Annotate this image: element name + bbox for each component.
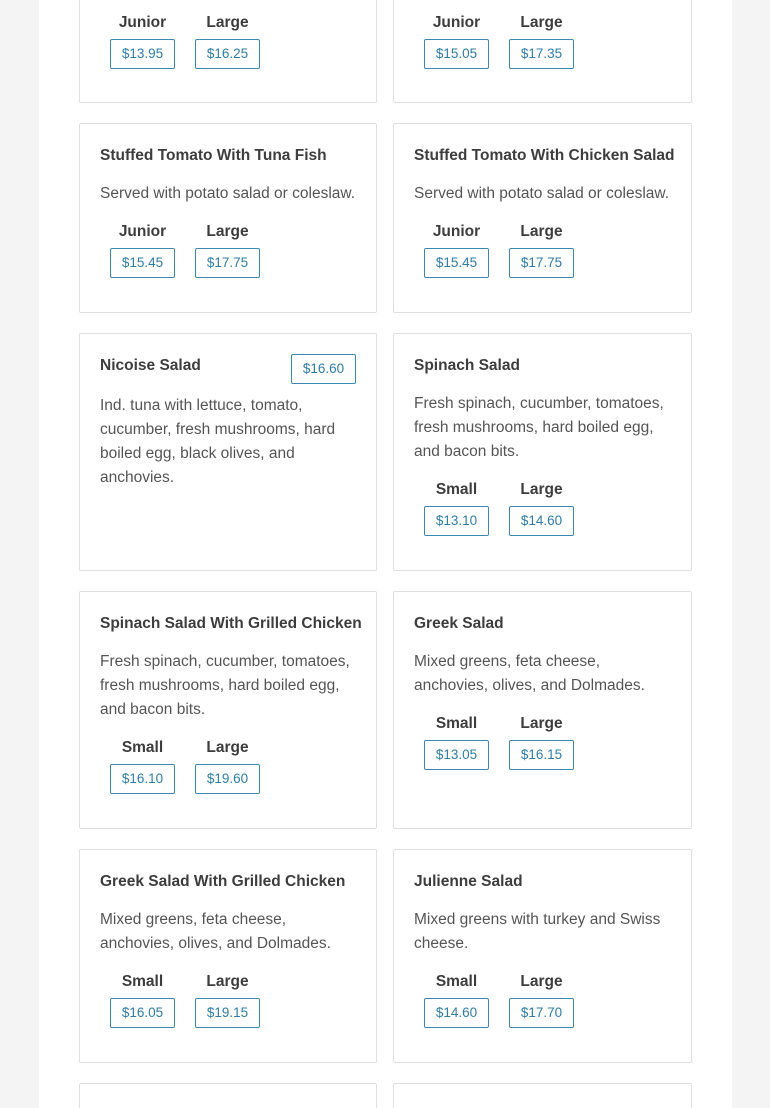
size-option-small [110,972,175,1028]
menu-item-card [393,123,692,313]
size-label: Junior [432,14,481,31]
size-label: Large [520,223,563,240]
size-label: Small [435,481,478,498]
price-button[interactable]: $13.95 [110,39,175,69]
size-label: Junior [432,223,481,240]
size-label: Large [520,481,563,498]
menu-item-card [79,1083,377,1108]
size-label: Small [121,739,164,756]
size-option-junior [110,222,175,278]
item-title: Greek Salad With Grilled Chicken [100,873,346,890]
price-button[interactable]: $16.05 [110,998,175,1028]
menu-item-card [393,849,692,1063]
item-description: Mixed greens with turkey and Swiss cheese. [414,911,661,952]
size-label: Large [206,739,249,756]
price-button[interactable]: $16.25 [195,39,260,69]
size-option-small [110,738,175,794]
size-option-large [509,222,574,278]
price-button[interactable]: $13.05 [424,740,489,770]
item-title: Spinach Salad [414,357,520,374]
price-button[interactable]: $17.70 [509,998,574,1028]
menu-item-card [79,591,377,829]
size-label: Small [435,973,478,990]
size-option-small [424,972,489,1028]
price-button[interactable]: $14.60 [424,998,489,1028]
size-label: Junior [118,14,167,31]
item-title: Nicoise Salad [100,357,201,374]
menu-item-card [79,0,377,103]
price-button[interactable]: $16.15 [509,740,574,770]
price-button[interactable]: $15.45 [424,248,489,278]
item-title: Julienne Salad [414,873,523,890]
price-button[interactable]: $17.75 [195,248,260,278]
item-description: Ind. tuna with lettuce, tomato, cucumber, fresh mushrooms, hard boiled egg, black olives, and anchovies. [100,397,336,486]
size-label: Small [435,715,478,732]
menu-item-card [393,1083,692,1108]
size-option-junior [110,13,175,69]
price-button[interactable]: $15.05 [424,39,489,69]
price-button[interactable]: $19.15 [195,998,260,1028]
menu-item-card [393,0,692,103]
size-label: Junior [118,223,167,240]
price-button[interactable]: $16.60 [291,354,356,384]
size-option-large [509,714,574,770]
menu-item-card [79,849,377,1063]
item-title: Stuffed Tomato With Tuna Fish [100,147,327,164]
size-option-large [509,480,574,536]
menu-item-card [79,333,377,571]
size-option-large [195,222,260,278]
item-description: Served with potato salad or coleslaw. [100,185,356,202]
item-title: Stuffed Tomato With Chicken Salad [414,147,675,164]
item-description: Mixed greens, feta cheese, anchovies, olives, and Dolmades. [100,911,331,952]
size-option-large [509,13,574,69]
size-option-large [195,738,260,794]
size-option-junior [424,13,489,69]
item-description: Served with potato salad or coleslaw. [414,185,670,202]
size-label: Large [206,14,249,31]
size-option-large [195,13,260,69]
price-button[interactable]: $14.60 [509,506,574,536]
size-label: Small [121,973,164,990]
size-label: Large [520,973,563,990]
menu-item-card [393,333,692,571]
size-label: Large [206,223,249,240]
item-title: Spinach Salad With Grilled Chicken [100,615,362,632]
menu-item-card [393,591,692,829]
item-title: Greek Salad [414,615,504,632]
item-description: Mixed greens, feta cheese, anchovies, olives, and Dolmades. [414,653,645,694]
size-label: Large [520,14,563,31]
item-description: Fresh spinach, cucumber, tomatoes, fresh mushrooms, hard boiled egg, and bacon bits. [100,653,350,718]
price-button[interactable]: $15.45 [110,248,175,278]
menu-item-card [79,123,377,313]
price-button[interactable]: $13.10 [424,506,489,536]
size-label: Large [206,973,249,990]
price-button[interactable]: $17.75 [509,248,574,278]
size-option-large [509,972,574,1028]
size-option-junior [424,222,489,278]
price-button[interactable]: $16.10 [110,764,175,794]
item-description: Fresh spinach, cucumber, tomatoes, fresh mushrooms, hard boiled egg, and bacon bits. [414,395,664,460]
size-label: Large [520,715,563,732]
menu-panel [39,0,732,1108]
size-option-large [195,972,260,1028]
size-option-small [424,714,489,770]
price-button[interactable]: $17.35 [509,39,574,69]
size-option-small [424,480,489,536]
price-button[interactable]: $19.60 [195,764,260,794]
